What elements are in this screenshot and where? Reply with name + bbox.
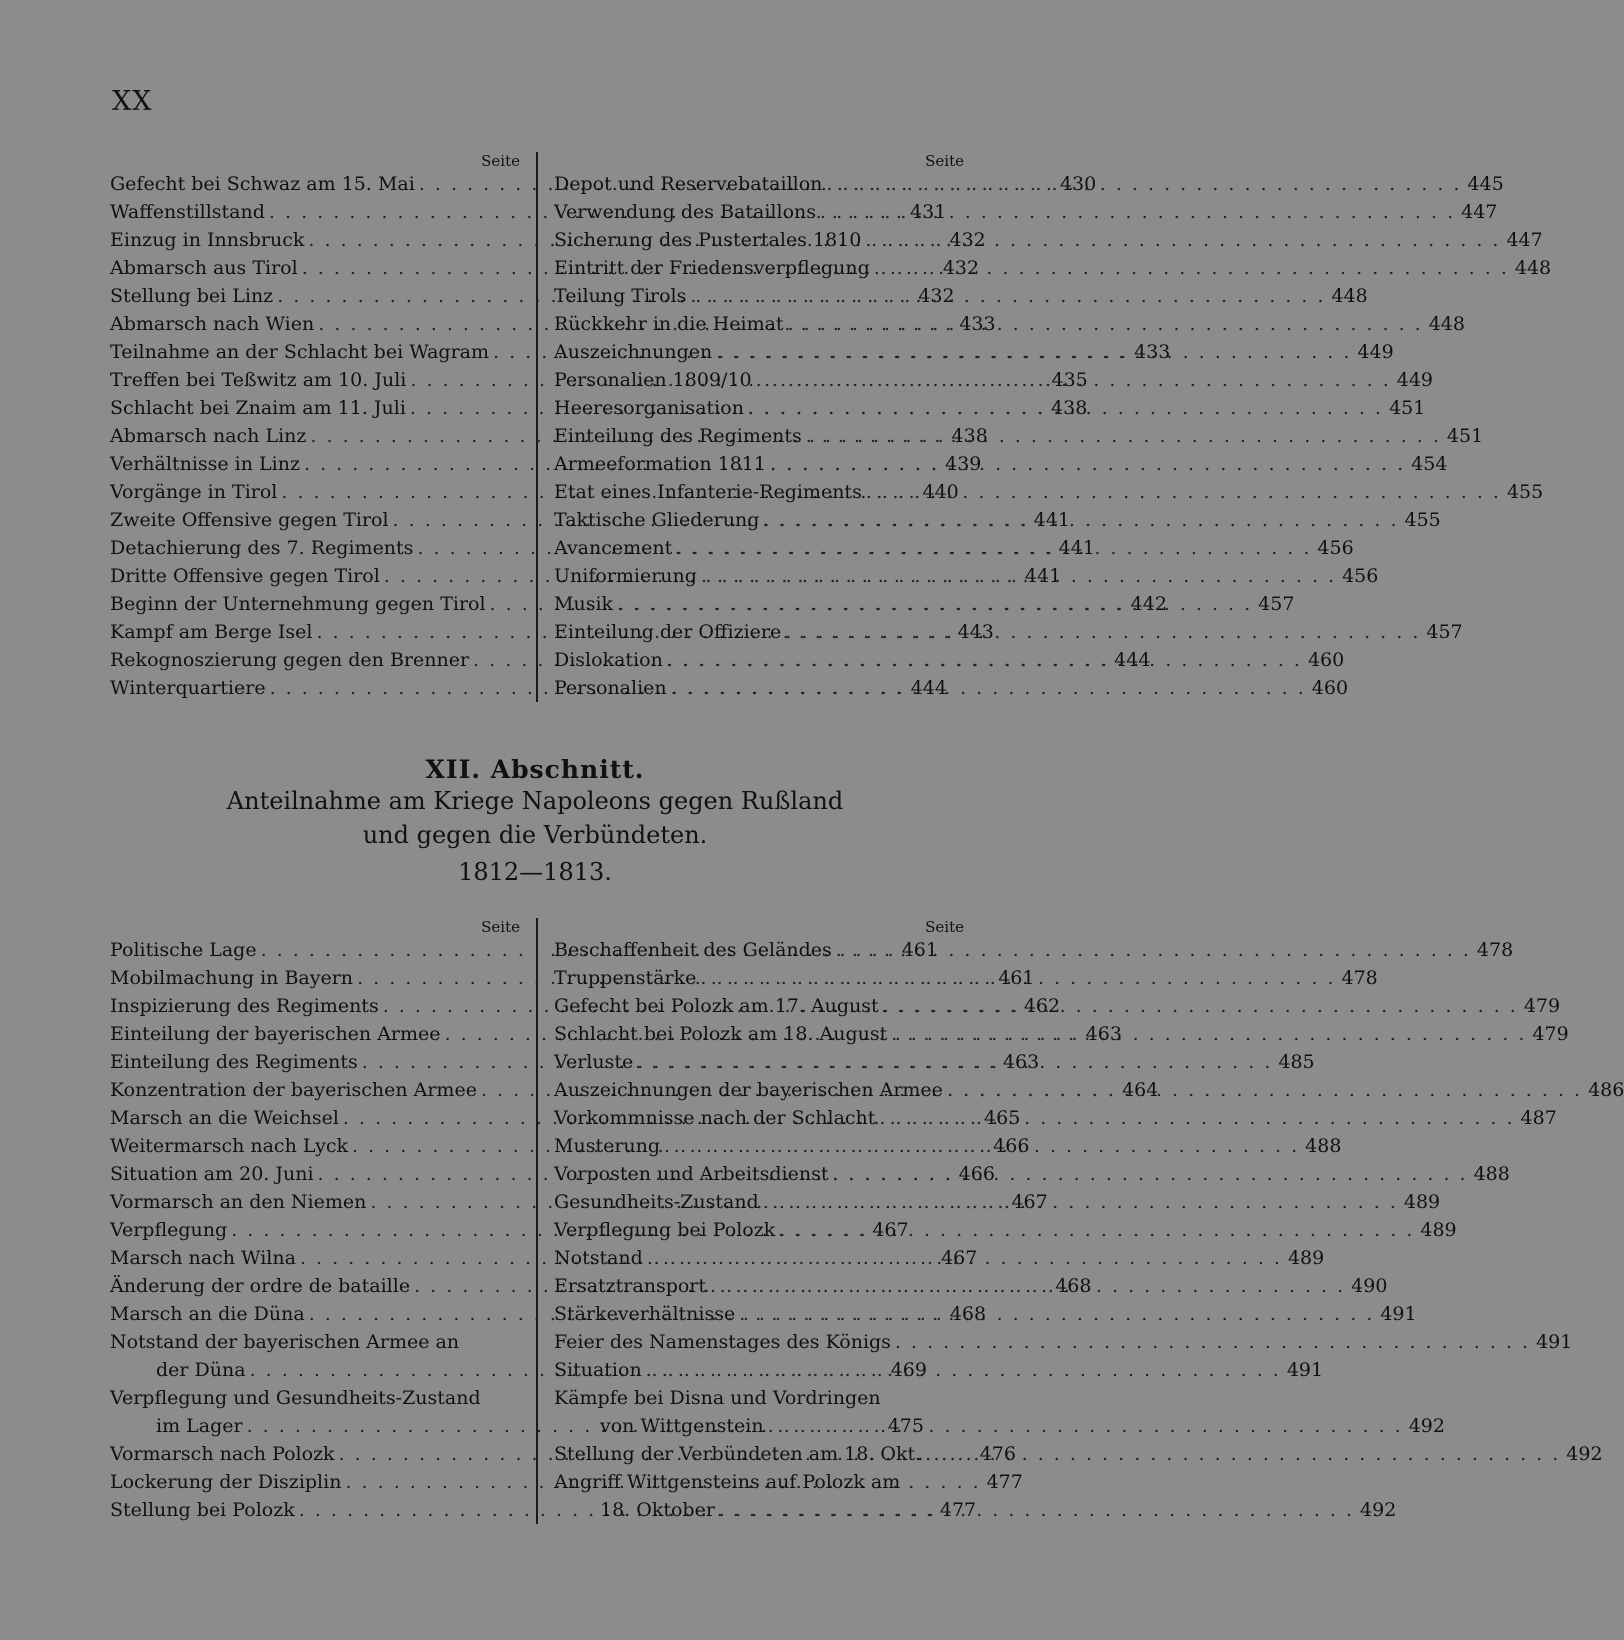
entry-title: Verpflegung	[110, 1219, 228, 1241]
entry-page-number: 435	[1051, 369, 1088, 391]
entry-title: Teilnahme an der Schlacht bei Wagram	[110, 341, 489, 363]
entry-page-number: 465	[984, 1107, 1021, 1129]
entry-title: Uniformierung	[554, 565, 697, 587]
dot-leader	[832, 936, 1471, 964]
dot-leader	[891, 1328, 1530, 1356]
entry-title: von Wittgenstein	[600, 1415, 764, 1437]
entry-title: Notstand der bayerischen Armee an	[110, 1331, 460, 1353]
entry-title: Marsch nach Wilna	[110, 1247, 296, 1269]
entry-page-number: 466	[993, 1135, 1030, 1157]
dot-leader	[667, 674, 1306, 702]
entry-page-number: 460	[1311, 677, 1349, 699]
entry-title: Winterquartiere	[110, 677, 266, 699]
entry-page-number: 476	[979, 1443, 1016, 1465]
entry-title: Truppenstärke	[554, 967, 697, 989]
entry-title: Abmarsch aus Tirol	[110, 257, 298, 279]
entry-title: Einteilung der Offiziere	[554, 621, 782, 643]
dot-leader	[887, 1020, 1526, 1048]
entry-page-number: 433	[959, 313, 996, 335]
entry-title: Musik	[554, 593, 614, 615]
entry-page-number: 451	[1446, 425, 1484, 447]
entry-page-number: 444	[910, 677, 947, 699]
entry-title: Kämpfe bei Disna und Vordringen	[554, 1387, 881, 1409]
entry-title: Stellung der Verbündeten am 18. Okt.	[554, 1443, 922, 1465]
entry-title: Verpflegung und Gesundheits-Zustand	[110, 1387, 481, 1409]
dot-leader	[875, 1104, 1514, 1132]
entry-page-number: 448	[1514, 257, 1552, 279]
dot-leader	[642, 1356, 1281, 1384]
entry-page-number: 432	[918, 285, 955, 307]
entry-title: Depot und Reservebataillon	[554, 173, 823, 195]
seite-label: Seite	[925, 152, 964, 170]
dot-leader	[744, 394, 1383, 422]
entry-title: Feier des Namenstages des Königs	[554, 1331, 891, 1353]
entry-page-number: 478	[1476, 939, 1514, 961]
toc-entry	[554, 254, 1552, 282]
dot-leader	[870, 254, 1509, 282]
entry-page-number: 463	[1002, 1051, 1040, 1073]
dot-leader	[802, 422, 1441, 450]
entry-page-number: 462	[1023, 995, 1061, 1017]
dot-leader	[672, 534, 1311, 562]
entry-title: der Düna	[156, 1359, 246, 1381]
entry-page-number: 439	[945, 453, 982, 475]
entry-title: Lockerung der Disziplin	[110, 1471, 342, 1493]
dot-leader	[613, 590, 1252, 618]
dot-leader	[697, 562, 1336, 590]
entry-page-number: 479	[1523, 995, 1561, 1017]
entry-page-number: 489	[1287, 1247, 1325, 1269]
entry-title: Detachierung des 7. Regiments	[110, 537, 414, 559]
entry-title: Situation	[554, 1359, 642, 1381]
dot-leader	[766, 450, 1405, 478]
dot-leader	[643, 1244, 1282, 1272]
entry-page-number: 454	[1411, 453, 1448, 475]
entry-title: Armeeformation 1811	[554, 453, 766, 475]
entry-page-number: 490	[1351, 1275, 1388, 1297]
dot-leader	[633, 1048, 1272, 1076]
dot-leader	[861, 226, 1500, 254]
entry-title: Angriff Wittgensteins auf Polozk am	[554, 1471, 901, 1493]
entry-page-number: 486	[1588, 1079, 1624, 1101]
entry-title: Verwendung des Bataillons	[554, 201, 816, 223]
entry-page-number: 488	[1305, 1135, 1342, 1157]
seite-label: Seite	[481, 152, 520, 170]
entry-page-number: 485	[1278, 1051, 1315, 1073]
dot-leader	[735, 1300, 1374, 1328]
dot-leader	[686, 282, 1325, 310]
entry-title: Konzentration der bayerischen Armee	[110, 1079, 477, 1101]
entry-title: Musterung	[554, 1135, 661, 1157]
entry-page-number: 445	[1467, 173, 1504, 195]
entry-page-number: 455	[1404, 509, 1441, 531]
dot-leader	[663, 646, 1302, 674]
entry-title: Dritte Offensive gegen Tirol	[110, 565, 380, 587]
seite-label: Seite	[925, 918, 964, 936]
entry-page-number: 492	[1360, 1499, 1397, 1521]
entry-page-number: 488	[1473, 1163, 1510, 1185]
entry-title: Taktische Gliederung	[554, 509, 760, 531]
toc-entry	[554, 1244, 1325, 1272]
dot-leader	[862, 478, 1501, 506]
entry-title: Beginn der Unternehmung gegen Tirol	[110, 593, 486, 615]
toc-entry	[554, 674, 1349, 702]
entry-title: Stärkeverhältnisse	[554, 1303, 736, 1325]
dot-leader	[712, 338, 1351, 366]
section-years: 1812—1813.	[458, 858, 612, 886]
entry-title: Vorposten und Arbeitsdienst	[554, 1163, 829, 1185]
section-subtitle-line1: Anteilnahme am Kriege Napoleons gegen Rußland	[226, 787, 844, 815]
entry-page-number: 456	[1342, 565, 1379, 587]
entry-title: Gefecht bei Schwaz am 15. Mai	[110, 173, 415, 195]
entry-title: im Lager	[156, 1415, 243, 1437]
entry-page-number: 489	[1420, 1219, 1457, 1241]
entry-title: Abmarsch nach Wien	[110, 313, 315, 335]
page-number: XX	[112, 86, 153, 117]
entry-title: 18. Oktober	[600, 1499, 715, 1521]
entry-page-number: 441	[1033, 509, 1070, 531]
entry-page-number: 460	[1307, 649, 1345, 671]
dot-leader	[752, 366, 1391, 394]
entry-title: Gefecht bei Polozk am 17. August	[554, 995, 879, 1017]
entry-title: Situation am 20. Juni	[110, 1163, 314, 1185]
entry-page-number: 447	[1461, 201, 1498, 223]
entry-title: Dislokation	[554, 649, 663, 671]
entry-title: Ersatztransport	[554, 1275, 707, 1297]
dot-leader	[759, 1188, 1398, 1216]
entry-page-number: 448	[1331, 285, 1368, 307]
dot-leader	[715, 1496, 1354, 1524]
seite-label: Seite	[481, 918, 520, 936]
entry-page-number: 438	[1051, 397, 1088, 419]
entry-title: Personalien 1809/10	[554, 369, 752, 391]
toc-entry	[554, 1356, 1324, 1384]
entry-page-number: 477	[939, 1499, 977, 1521]
entry-title: Weitermarsch nach Lyck	[110, 1135, 349, 1157]
entry-title: Inspizierung des Regiments	[110, 995, 379, 1017]
entry-title: Eintritt der Friedensverpflegung	[554, 257, 870, 279]
entry-title: Marsch an die Düna	[110, 1303, 305, 1325]
toc-entry	[554, 1216, 1457, 1244]
dot-leader	[764, 1412, 1403, 1440]
entry-page-number: 492	[1566, 1443, 1603, 1465]
entry-page-number: 431	[910, 201, 947, 223]
entry-title: Avancement	[554, 537, 673, 559]
section-subtitle-line2: und gegen die Verbündeten.	[362, 821, 708, 849]
entry-title: Personalien	[554, 677, 667, 699]
entry-title: Teilung Tirols	[554, 285, 687, 307]
entry-page-number: 463	[1085, 1023, 1122, 1045]
dot-leader	[822, 170, 1461, 198]
entry-title: Einteilung des Regiments	[110, 1051, 358, 1073]
entry-page-number: 468	[949, 1303, 987, 1325]
dot-leader	[879, 992, 1518, 1020]
toc-entry	[554, 478, 1544, 506]
toc-entry	[554, 1468, 964, 1496]
dot-leader	[784, 310, 1423, 338]
section-header	[0, 755, 1070, 892]
entry-page-number: 469	[890, 1359, 927, 1381]
entry-title: Vorkommnisse nach der Schlacht	[554, 1107, 876, 1129]
toc-entry	[554, 282, 1368, 310]
dot-leader	[706, 1272, 1345, 1300]
entry-page-number: 430	[1059, 173, 1097, 195]
entry-page-number: 444	[1114, 649, 1151, 671]
entry-page-number: 455	[1506, 481, 1544, 503]
entry-title: Verluste	[554, 1051, 634, 1073]
entry-page-number: 433	[1134, 341, 1171, 363]
entry-page-number: 487	[1520, 1107, 1557, 1129]
entry-title: Auszeichnungen der bayerischen Armee	[554, 1079, 943, 1101]
entry-title: Stellung bei Polozk	[110, 1499, 295, 1521]
entry-page-number: 467	[941, 1247, 978, 1269]
entry-page-number: 456	[1317, 537, 1354, 559]
entry-title: Änderung der ordre de bataille	[110, 1275, 411, 1297]
entry-page-number: 467	[872, 1219, 909, 1241]
dot-leader	[759, 506, 1398, 534]
dot-leader	[921, 1440, 1560, 1468]
entry-title: Verhältnisse in Linz	[110, 453, 300, 475]
toc-entry	[110, 1384, 520, 1412]
section-heading: XII. Abschnitt.	[425, 755, 645, 784]
toc-entry	[554, 1328, 1573, 1356]
entry-title: Gesundheits-Zustand	[554, 1191, 759, 1213]
entry-page-number: 461	[998, 967, 1035, 989]
entry-page-number: 449	[1396, 369, 1434, 391]
toc-entry	[554, 1412, 1445, 1440]
entry-page-number: 441	[1058, 537, 1095, 559]
entry-title: Mobilmachung in Bayern	[110, 967, 354, 989]
toc-block-top	[110, 152, 1552, 702]
entry-page-number: 448	[1428, 313, 1465, 335]
entry-title: Rekognoszierung gegen den Brenner	[110, 649, 470, 671]
entry-title: Stellung bei Linz	[110, 285, 274, 307]
dot-leader	[943, 1076, 1582, 1104]
entry-title: Politische Lage	[110, 939, 257, 961]
dot-leader	[775, 1216, 1414, 1244]
entry-title: Treffen bei Teßwitz am 10. Juli	[110, 369, 407, 391]
toc-entry	[554, 1384, 964, 1412]
entry-page-number: 489	[1403, 1191, 1441, 1213]
entry-title: Etat eines Infanterie-Regiments	[554, 481, 862, 503]
entry-page-number: 442	[1130, 593, 1167, 615]
toc-entry	[110, 1328, 520, 1356]
entry-page-number: 468	[1055, 1275, 1092, 1297]
entry-page-number: 451	[1389, 397, 1426, 419]
dot-leader	[696, 964, 1335, 992]
entry-title: Notstand	[554, 1247, 643, 1269]
entry-page-number: 467	[1011, 1191, 1048, 1213]
entry-title: Einteilung der bayerischen Armee	[110, 1023, 441, 1045]
entry-title: Vorgänge in Tirol	[110, 481, 278, 503]
dot-leader	[781, 618, 1420, 646]
entry-page-number: 440	[922, 481, 959, 503]
entry-page-number: 432	[942, 257, 980, 279]
entry-page-number: 479	[1532, 1023, 1569, 1045]
entry-title: Waffenstillstand	[110, 201, 265, 223]
dot-leader	[828, 1160, 1467, 1188]
entry-title: Vormarsch an den Niemen	[110, 1191, 367, 1213]
dot-leader	[816, 198, 1455, 226]
entry-page-number: 491	[1286, 1359, 1324, 1381]
entry-title: Kampf am Berge Isel	[110, 621, 313, 643]
entry-page-number: 491	[1380, 1303, 1417, 1325]
entry-title: Verpflegung bei Polozk	[554, 1219, 776, 1241]
entry-page-number: 441	[1024, 565, 1062, 587]
entry-page-number: 478	[1341, 967, 1378, 989]
toc-entry	[554, 450, 1448, 478]
entry-page-number: 443	[957, 621, 994, 643]
toc-entry	[554, 1496, 1397, 1524]
entry-title: Einzug in Innsbruck	[110, 229, 305, 251]
entry-page-number: 464	[1122, 1079, 1159, 1101]
entry-title: Marsch an die Weichsel	[110, 1107, 339, 1129]
entry-page-number: 438	[951, 425, 988, 447]
entry-title: Schlacht bei Polozk am 18. August	[554, 1023, 888, 1045]
toc-block-bottom	[110, 918, 1624, 1524]
entry-title: Zweite Offensive gegen Tirol	[110, 509, 389, 531]
entry-title: Heeresorganisation	[554, 397, 744, 419]
entry-page-number: 492	[1408, 1415, 1445, 1437]
entry-page-number: 491	[1536, 1331, 1573, 1353]
entry-page-number: 477	[986, 1471, 1023, 1493]
entry-page-number: 432	[949, 229, 986, 251]
entry-title: Schlacht bei Znaim am 11. Juli	[110, 397, 406, 419]
entry-page-number: 466	[958, 1163, 995, 1185]
dot-leader	[660, 1132, 1299, 1160]
entry-page-number: 475	[887, 1415, 924, 1437]
entry-title: Abmarsch nach Linz	[110, 425, 307, 447]
entry-page-number: 457	[1258, 593, 1295, 615]
entry-page-number: 447	[1506, 229, 1543, 251]
entry-page-number: 449	[1357, 341, 1394, 363]
entry-title: Auszeichnungen	[554, 341, 713, 363]
entry-page-number: 461	[901, 939, 938, 961]
entry-title: Vormarsch nach Polozk	[110, 1443, 335, 1465]
entry-title: Beschaffenheit des Geländes	[554, 939, 832, 961]
entry-title: Rückkehr in die Heimat	[554, 313, 784, 335]
toc-entry	[554, 936, 1514, 964]
entry-title: Einteilung des Regiments	[554, 425, 802, 447]
entry-page-number: 457	[1426, 621, 1463, 643]
toc-entry	[554, 198, 1498, 226]
entry-title: Sicherung des Pustertales 1810	[554, 229, 862, 251]
